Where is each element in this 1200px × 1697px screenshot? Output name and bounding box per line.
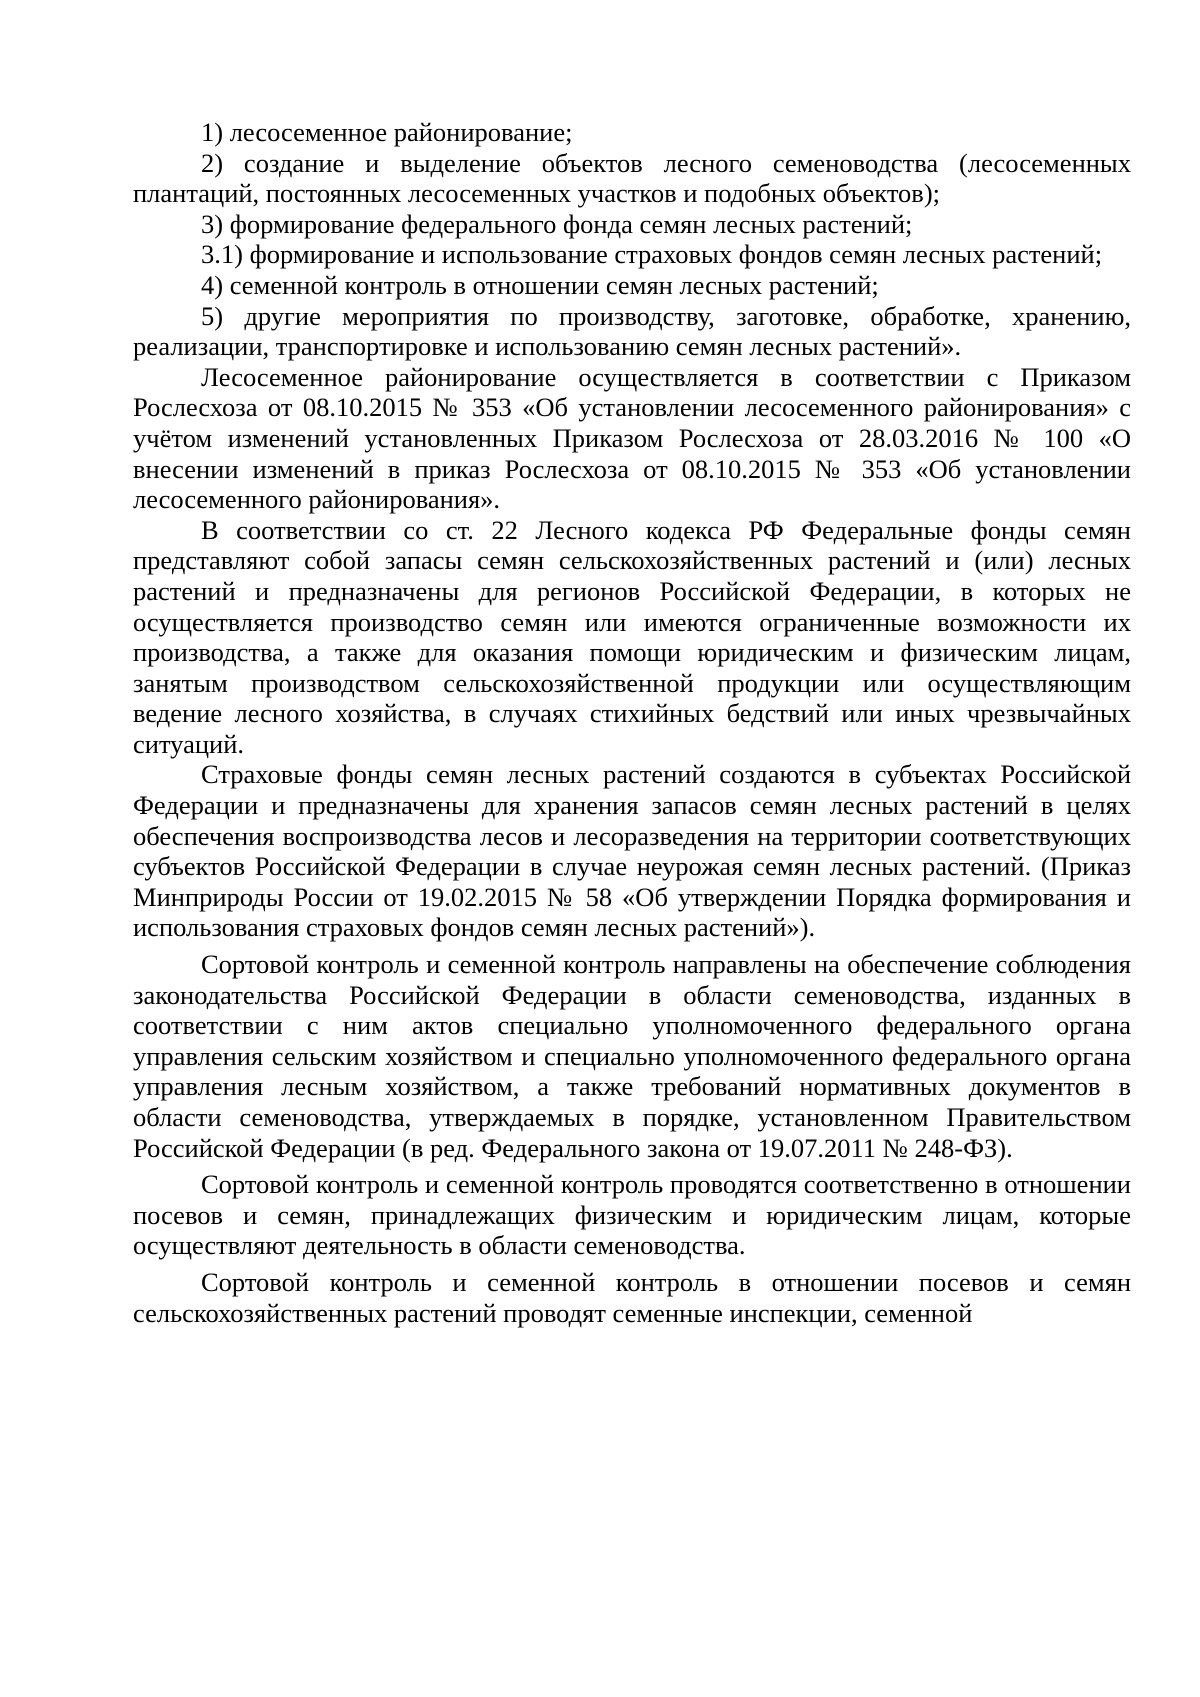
- list-item-3: 3) формирование федерального фонда семян лесных растений;: [201, 208, 913, 239]
- paragraph-zoning: Лесосеменное районирование осуществляется в соответствии с Приказом Рослесхоза от 08.10.2015 № 353 «Об установлении лесосеменного районирования» с учётом изменений установленных Приказом Рослесхоза от 28.03.2016 № 100 «О внесении изменений в приказ Рослесхоза от 08.10.2015 № 353 «Об установлении лесосеменного районирования».: [133, 361, 1131, 515]
- list-item-4: 4) семенной контроль в отношении семян лесных растений;: [201, 269, 879, 300]
- paragraph-control-agencies: Сортовой контроль и семенной контроль в отношении посевов и семян сельскохозяйственных растений проводят семенные инспекции, семенной: [133, 1266, 1131, 1328]
- paragraph-control-purpose: Сортовой контроль и семенной контроль направлены на обеспечение соблюдения законодательства Российской Федерации в области семеноводства, изданных в соответствии с ним актов специально уполномоченного федерального органа управления сельским хозяйством и специально уполномоченного федерального органа управления лесным хозяйством, а также требований нормативных документов в области семеноводства, утверждаемых в порядке, установленном Правительством Российской Федерации (в ред. Федерального закона от 19.07.2011 № 248-ФЗ).: [133, 949, 1131, 1163]
- list-item-1: 1) лесосеменное районирование;: [201, 117, 573, 147]
- list-item-2: 2) создание и выделение объектов лесного семеноводства (лесосеменных плантаций, постоянных лесосеменных участков и подобных объектов);: [133, 147, 1131, 209]
- document-page: [133, 117, 1131, 1328]
- list-item-5: 5) другие мероприятия по производству, заготовке, обработке, хранению, реализации, транспортировке и использованию семян лесных растений».: [133, 300, 1131, 362]
- paragraph-federal-funds: В соответствии со ст. 22 Лесного кодекса РФ Федеральные фонды семян представляют собой запасы семян сельскохозяйственных растений и (или) лесных растений и предназначены для регионов Российской Федерации, в которых не осуществляется производство семян или имеются ограниченные возможности их производства, а также для оказания помощи юридическим и физическим лицам, занятым производством сельскохозяйственной продукции или осуществляющим ведение лесного хозяйства, в случаях стихийных бедствий или иных чрезвычайных ситуаций.: [133, 514, 1131, 759]
- paragraph-insurance-funds: Страховые фонды семян лесных растений создаются в субъектах Российской Федерации и предназначены для хранения запасов семян лесных растений в целях обеспечения воспроизводства лесов и лесоразведения на территории соответствующих субъектов Российской Федерации в случае неурожая семян лесных растений. (Приказ Минприроды России от 19.02.2015 № 58 «Об утверждении Порядка формирования и использования страховых фондов семян лесных растений»).: [133, 759, 1131, 943]
- paragraph-control-scope: Сортовой контроль и семенной контроль проводятся соответственно в отношении посевов и семян, принадлежащих физическим и юридическим лицам, которые осуществляют деятельность в области семеноводства.: [133, 1169, 1131, 1261]
- list-item-3-1: 3.1) формирование и использование страховых фондов семян лесных растений;: [201, 239, 1103, 270]
